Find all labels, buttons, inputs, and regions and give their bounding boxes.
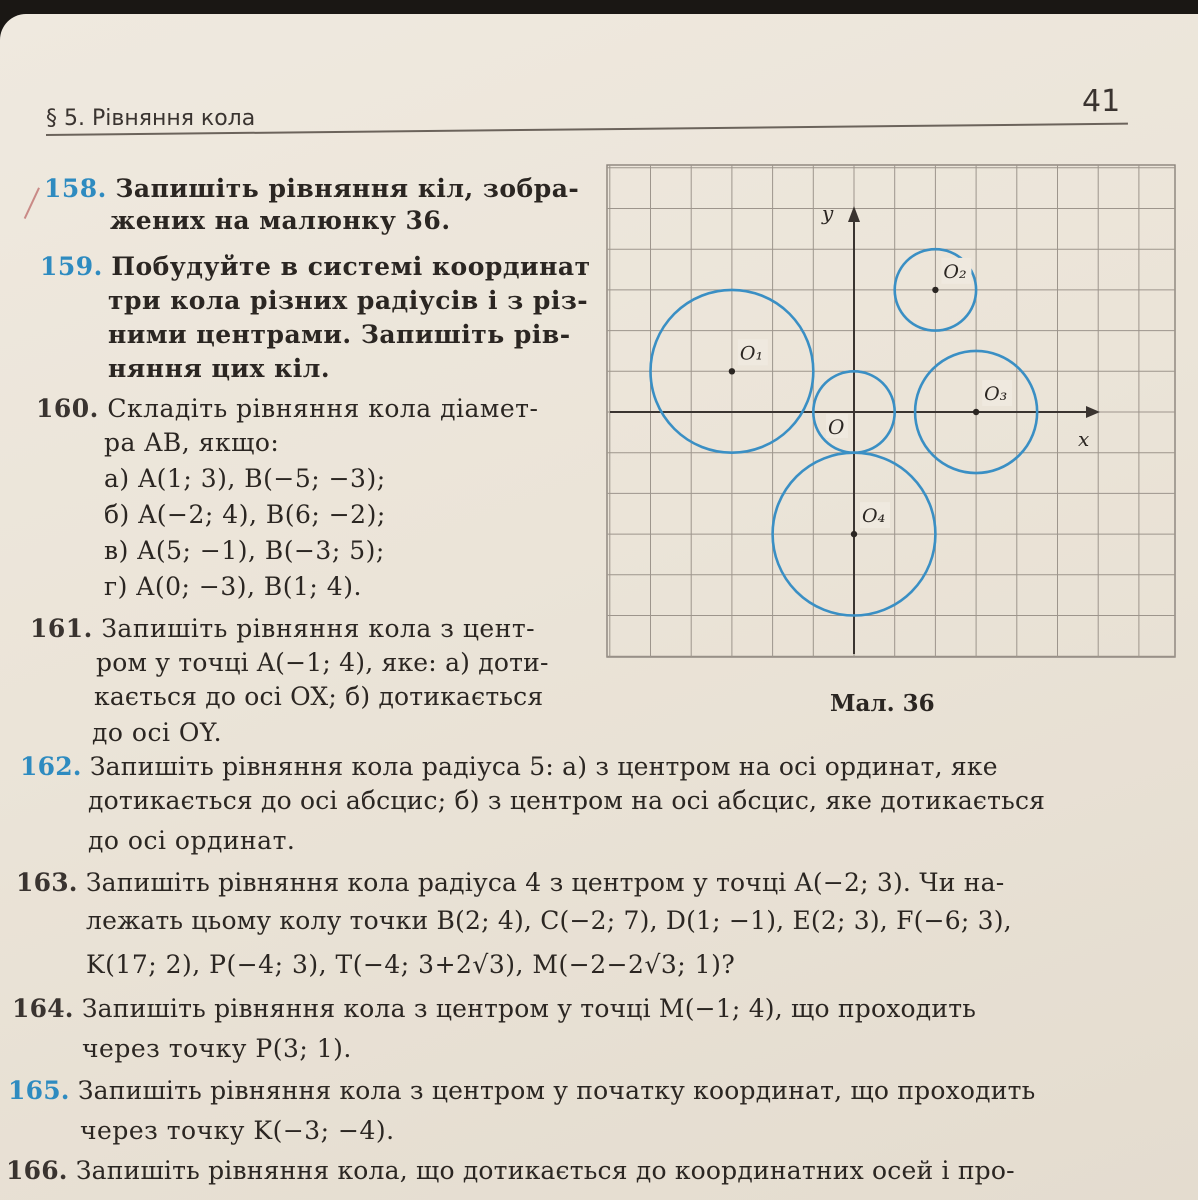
center-label-3: O₃ [984, 383, 1008, 405]
circle-center-2 [932, 287, 938, 293]
problem-number: 159. [40, 252, 103, 281]
problem-number: 163. [16, 868, 78, 897]
problem-162-line3: до осі ординат. [88, 826, 296, 855]
problem-166-line1 [6, 1156, 1015, 1186]
problem-text: Запишіть рівняння кіл, зобра- [115, 174, 580, 203]
center-label-2: O₂ [943, 260, 967, 283]
problem-163-line2: лежать цьому колу точки B(2; 4), C(−2; 7), D(1; −1), E(2; 3), F(−6; 3), [86, 906, 1012, 935]
problem-number: 165. [8, 1076, 70, 1105]
problem-text: Складіть рівняння кола діамет- [107, 394, 539, 423]
problem-165-line2: через точку K(−3; −4). [80, 1116, 395, 1145]
problem-159-line3: ними центрами. Запишіть рів- [108, 320, 571, 349]
problem-160-option-c: в) A(5; −1), B(−3; 5); [104, 536, 385, 565]
x-axis-label: x [1078, 427, 1090, 451]
problem-163-line3: K(17; 2), P(−4; 3), T(−4; 3+2√3), M(−2−2√3; 1)? [86, 950, 736, 979]
problem-text: Запишіть рівняння кола, що дотикається до координатних осей і про- [75, 1156, 1015, 1185]
center-label-1: O₁ [739, 342, 764, 365]
center-label-4: O₄ [862, 505, 886, 528]
problem-161-line4: до осі OY. [92, 718, 223, 747]
axes [610, 206, 1100, 654]
problem-number: 164. [12, 994, 74, 1023]
problem-159-line4: няння цих кіл. [108, 354, 331, 383]
problem-163-line1 [16, 868, 1004, 898]
circle-center-3 [973, 409, 979, 415]
circle-center-4 [851, 531, 857, 537]
problem-160-line2: ра AB, якщо: [104, 428, 280, 457]
origin-label: O [828, 415, 845, 439]
problem-text: Запишіть рівняння кола з цент- [101, 614, 536, 643]
problem-162-line2: дотикається до осі абсцис; б) з центром на осі абсцис, яке дотикається [88, 786, 1046, 815]
page-number: 41 [1082, 84, 1121, 119]
circle-center-1 [729, 368, 735, 374]
problem-text: Запишіть рівняння кола з центром у початку координат, що проходить [77, 1076, 1036, 1105]
problem-text: Побудуйте в системі координат [111, 252, 591, 281]
problem-text: Запишіть рівняння кола з центром у точці M(−1; 4), що проходить [81, 994, 977, 1023]
problem-158-line1 [44, 174, 579, 204]
problem-number: 166. [6, 1156, 68, 1185]
problem-161-line1 [30, 614, 535, 644]
problem-160-option-b: б) A(−2; 4), B(6; −2); [104, 500, 386, 529]
problem-text: Запишіть рівняння кола радіуса 4 з центром у точці A(−2; 3). Чи на- [85, 868, 1005, 897]
problem-number: 160. [36, 394, 99, 423]
problem-165-line1 [8, 1076, 1035, 1106]
problem-164-line2: через точку P(3; 1). [82, 1034, 352, 1063]
section-title: § 5. Рівняння кола [46, 106, 256, 131]
problem-160-option-a: а) A(1; 3), B(−5; −3); [104, 464, 386, 493]
textbook-page [0, 14, 1198, 1200]
problem-162-line1 [20, 752, 998, 782]
problem-number: 158. [44, 174, 107, 203]
y-axis-label: y [822, 201, 834, 225]
problem-158-line2: жених на малюнку 36. [110, 206, 451, 235]
problem-text: Запишіть рівняння кола радіуса 5: а) з центром на осі ординат, яке [89, 752, 998, 781]
figure-caption: Мал. 36 [830, 690, 935, 717]
coordinate-plane [606, 164, 1176, 658]
problem-159-line1 [40, 252, 591, 282]
problem-164-line1 [12, 994, 976, 1024]
figure-36 [606, 164, 1176, 662]
problem-160-line1 [36, 394, 538, 424]
problem-159-line2: три кола різних радіусів і з різ- [108, 286, 589, 315]
problem-number: 161. [30, 614, 93, 643]
problem-161-line3: кається до осі OX; б) дотикається [94, 682, 544, 711]
problem-160-option-d: г) A(0; −3), B(1; 4). [104, 572, 362, 601]
problem-161-line2: ром у точці A(−1; 4), яке: а) доти- [96, 648, 549, 677]
problem-number: 162. [20, 752, 82, 781]
